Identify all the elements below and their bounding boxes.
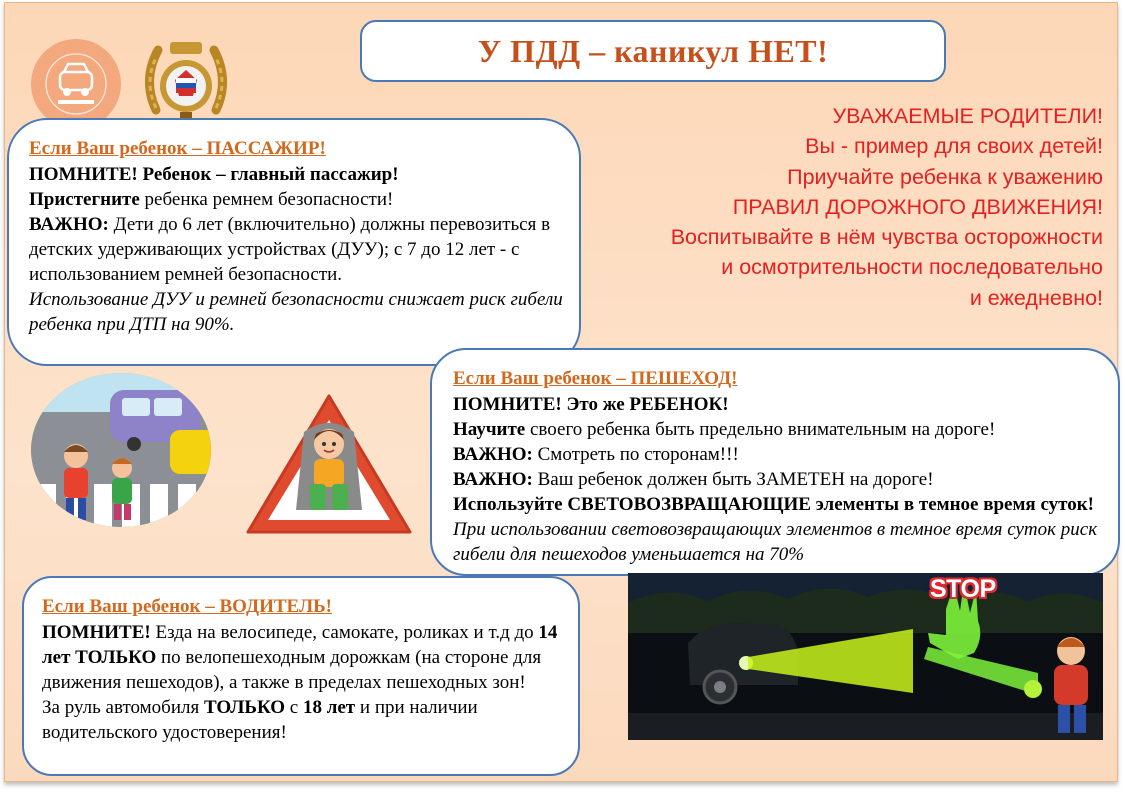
parents-line: Приучайте ребенка к уважению [787,164,1103,189]
passenger-buckle-bold: Пристегните [29,189,140,210]
pedestrian-teach-bold: Научите [453,419,526,440]
parents-line: и осмотрительности последовательно [721,255,1103,280]
driver-only-bold: ТОЛЬКО [203,697,286,718]
child-car-seat-illustration [244,392,414,537]
passenger-important [29,212,565,287]
passenger-note: Использование ДУУ и ремней безопасности снижает риск гибели ребенка при ДТП на 90%. [29,289,563,335]
passenger-important-bold: ВАЖНО: [29,214,109,235]
driver-age-14: 14 лет ТОЛЬКО [42,622,558,668]
driver-text-2: по велопешеходным дорожкам (на стороне для движения пешеходов), а также в пределах пешеходных зон! [42,647,542,693]
pedestrian-heading: Если Ваш ребенок – ПЕШЕХОД! [453,368,738,389]
stop-sign-label: STOP [930,575,996,603]
driver-rule-bike [42,620,568,695]
parents-line: Воспитывайте в нём чувства осторожности [670,225,1103,250]
passenger-heading: Если Ваш ребенок – ПАССАЖИР! [29,138,326,159]
pedestrian-important-1-bold: ВАЖНО: [453,444,533,465]
pedestrian-reflective-bold: Используйте СВЕТОВОЗВРАЩАЮЩИЕ элементы в темное время суток! [453,494,1094,515]
driver-section [22,576,580,776]
traffic-police-emblem [136,30,236,130]
parents-line: ПРАВИЛ ДОРОЖНОГО ДВИЖЕНИЯ! [732,194,1103,219]
driver-text-3: За руль автомобиля [42,697,204,718]
driver-heading: Если Ваш ребенок – ВОДИТЕЛЬ! [42,596,333,617]
parents-message [583,101,1103,313]
passenger-remember: ПОМНИТЕ! Ребенок – главный пассажир! [29,164,399,185]
driver-age-18: 18 лет [302,697,356,718]
pedestrian-important-2-bold: ВАЖНО: [453,469,533,490]
pedestrian-section [430,348,1120,576]
driver-remember-bold: ПОМНИТЕ! [42,622,151,643]
page-title: У ПДД – каникул НЕТ! [477,32,829,69]
passenger-buckle [29,187,565,212]
auto-laboratory-logo [30,38,122,130]
pedestrian-reflective [453,492,1108,567]
driver-text-5: и при наличии водительского удостоверения! [42,697,478,743]
pedestrian-important-1 [453,442,1108,467]
pedestrian-teach [453,417,1108,442]
pedestrian-reflective-note: При использовании световозвращающих элементов в темное время суток риск гибели для пешеходов уменьшается на 70% [453,519,1098,565]
driver-text-1: Езда на велосипеде, самокате, роликах и т.д до [150,622,539,643]
title-box [360,20,946,82]
pedestrian-important-2 [453,467,1108,492]
pedestrian-important-2-text: Ваш ребенок должен быть ЗАМЕТЕН на дороге! [532,469,934,490]
pedestrian-remember: ПОМНИТЕ! Это же РЕБЕНОК! [453,394,729,415]
parents-line: Вы - пример для своих детей! [805,134,1103,159]
parents-line: УВАЖАЕМЫЕ РОДИТЕЛИ! [832,104,1103,128]
driver-text-4: с [285,697,303,718]
pedestrian-teach-text: своего ребенка быть предельно внимательным на дороге! [525,419,996,440]
parents-line: и ежедневно! [969,285,1103,310]
passenger-buckle-text: ребенка ремнем безопасности! [139,189,394,210]
driver-rule-car [42,695,568,745]
night-road-stop-illustration [628,573,1103,740]
pedestrian-important-1-text: Смотреть по сторонам!!! [532,444,739,465]
children-crossing-illustration [30,372,212,528]
passenger-section [7,118,581,366]
passenger-important-text: Дети до 6 лет (включительно) должны перевозиться в детских удерживающих устройствах (ДУУ); с 7 до 12 лет - с использованием ремней безопасности. [29,214,551,285]
